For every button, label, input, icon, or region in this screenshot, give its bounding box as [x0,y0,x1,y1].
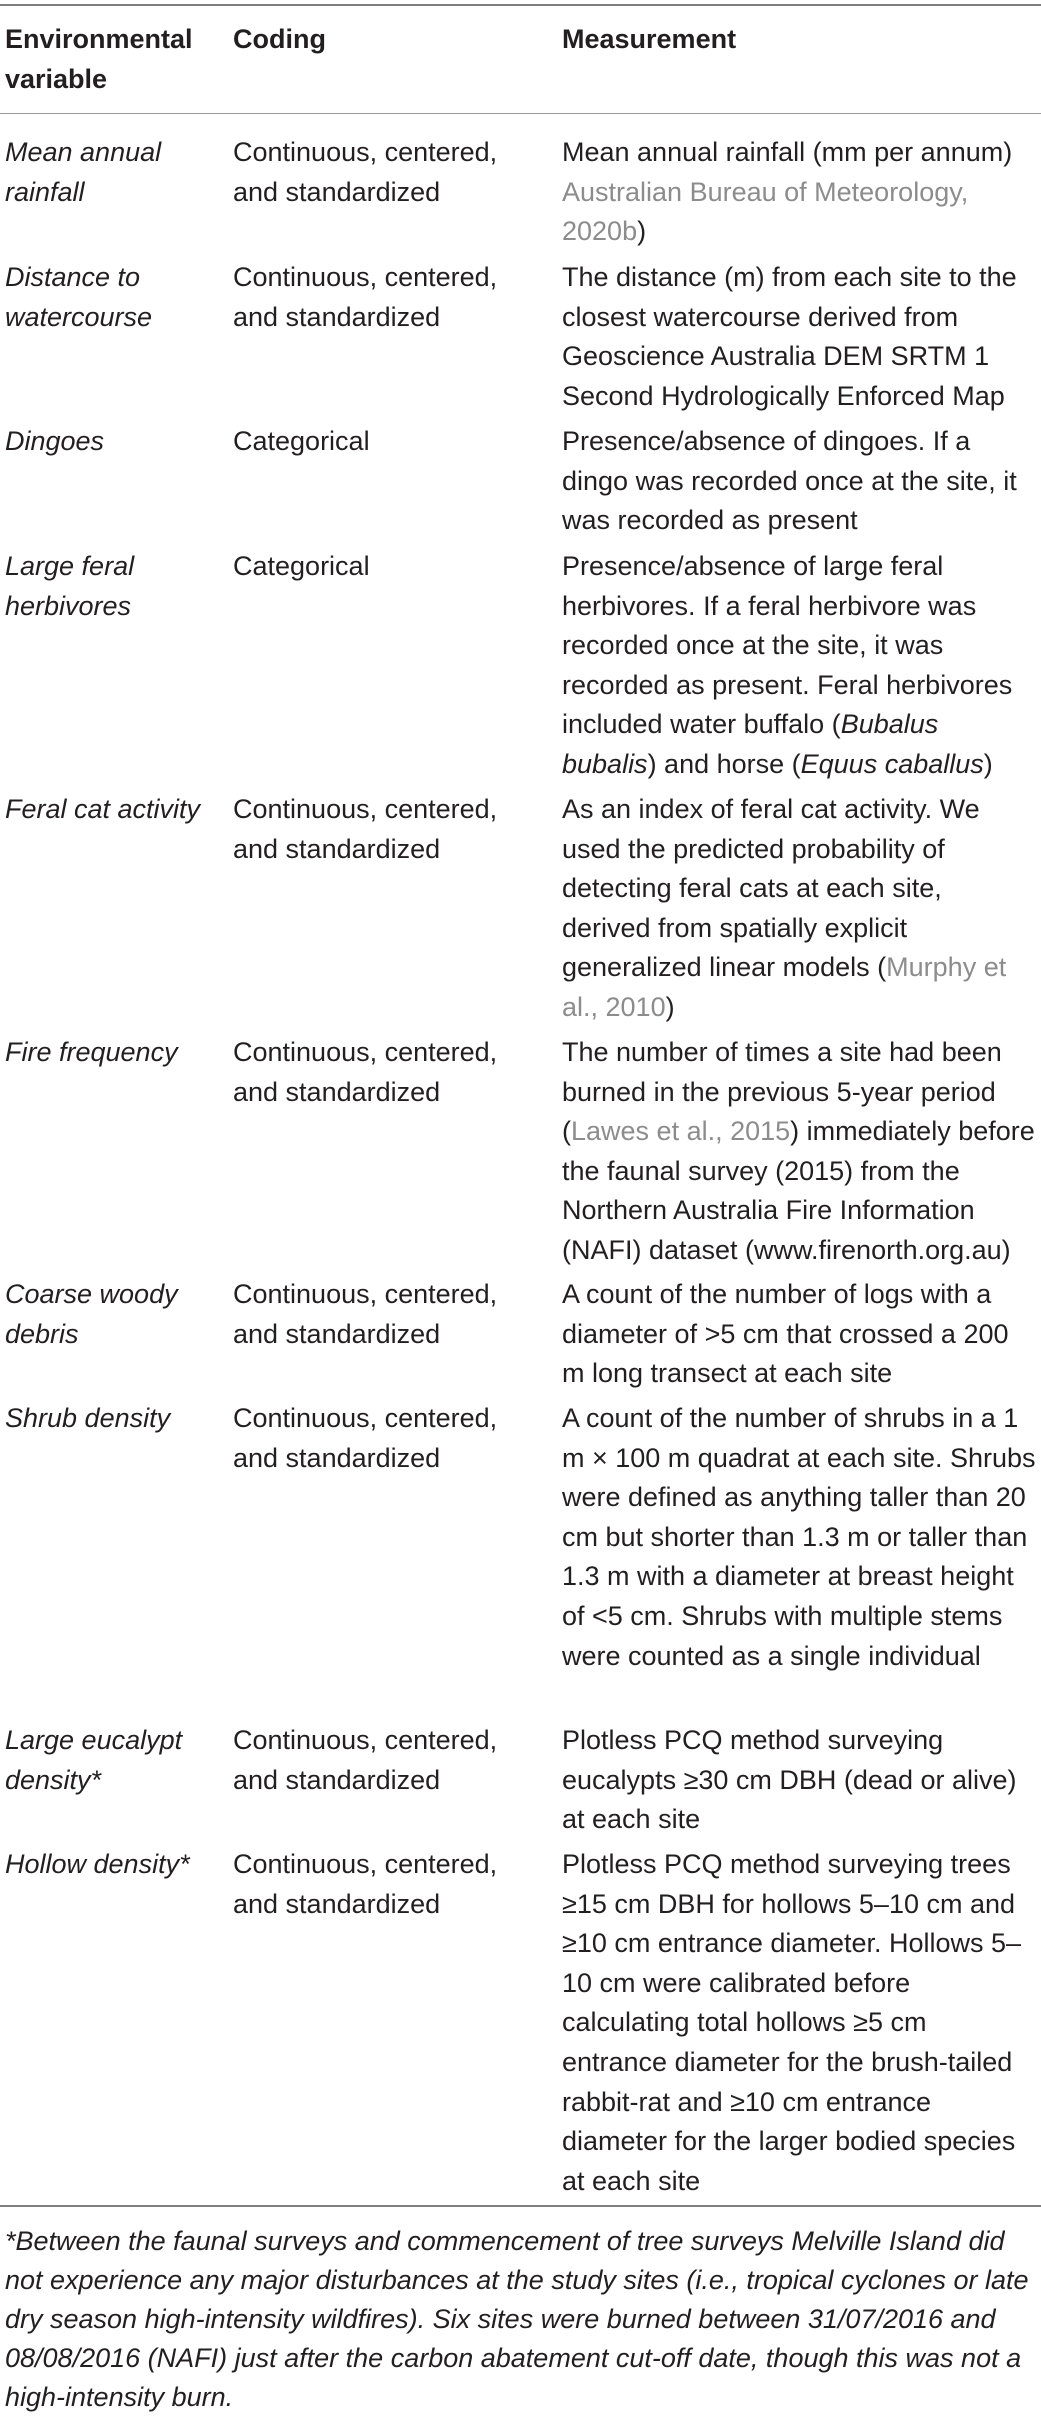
row-measurement-large-eucalypt-density: Plotless PCQ method surveying eucalypts ≥30 cm DBH (dead or alive) at each site [562,1725,1017,1835]
row-variable-distance-to-watercourse: Distance to watercourse [5,262,153,332]
row-coding-fire-frequency: Continuous, centered, and standardized [233,1037,498,1107]
row-measurement-feral-cat-activity: As an index of feral cat activity. We used the predicted probability of detecting feral cats at each site, derived from spatially explicit generalized linear models (Murphy et al., 2010) [562,794,1007,1022]
row-measurement-large-feral-herbivores: Presence/absence of large feral herbivores. If a feral herbivore was recorded once at the site, it was recorded as present. Feral herbivores included water buffalo (Bubalus bubalis) and horse (Equus caballus) [562,551,1013,779]
row-coding-mean-annual-rainfall: Continuous, centered, and standardized [233,137,498,207]
row-variable-large-eucalypt-density: Large eucalypt density* [5,1725,183,1795]
header-coding: Coding [233,24,326,54]
header-environmental-variable: Environmental variable [5,24,193,94]
row-coding-shrub-density: Continuous, centered, and standardized [233,1403,498,1473]
row-variable-feral-cat-activity: Feral cat activity [5,794,201,824]
reference-link[interactable]: Murphy et al., 2010 [562,952,1007,1022]
row-variable-coarse-woody-debris: Coarse woody debris [5,1279,178,1349]
row-coding-large-eucalypt-density: Continuous, centered, and standardized [233,1725,498,1795]
table-bottom-rule [0,2205,1041,2207]
row-coding-large-feral-herbivores: Categorical [233,551,370,581]
reference-link[interactable]: Lawes et al., 2015 [571,1116,791,1147]
header-measurement: Measurement [562,24,737,54]
row-measurement-coarse-woody-debris: A count of the number of logs with a diameter of >5 cm that crossed a 200 m long transect at each site [562,1279,1009,1389]
row-variable-hollow-density: Hollow density* [5,1849,190,1879]
row-coding-distance-to-watercourse: Continuous, centered, and standardized [233,262,498,332]
row-measurement-hollow-density: Plotless PCQ method surveying trees ≥15 cm DBH for hollows 5–10 cm and ≥10 cm entrance diameter. Hollows 5–10 cm were calibrated before calculating total hollows ≥5 cm entrance diameter for the brush-tailed rabbit-rat and ≥10 cm entrance diameter for the larger bodied species at each site [562,1849,1022,2196]
row-measurement-dingoes: Presence/absence of dingoes. If a dingo was recorded once at the site, it was recorded as present [562,426,1017,536]
row-measurement-shrub-density: A count of the number of shrubs in a 1 m × 100 m quadrat at each site. Shrubs were defined as anything taller than 20 cm but shorter than 1.3 m or taller than 1.3 m with a diameter at breast height of <5 cm. Shrubs with multiple stems were counted as a single individual [562,1403,1036,1671]
row-measurement-fire-frequency: The number of times a site had been burned in the previous 5-year period (Lawes et al., 2015) immediately before the faunal survey (2015) from the Northern Australia Fire Information (NAFI) dataset (www.firenorth.org.au) [562,1037,1035,1265]
row-coding-feral-cat-activity: Continuous, centered, and standardized [233,794,498,864]
row-coding-hollow-density: Continuous, centered, and standardized [233,1849,498,1919]
row-variable-dingoes: Dingoes [5,426,105,456]
row-coding-dingoes: Categorical [233,426,370,456]
row-variable-mean-annual-rainfall: Mean annual rainfall [5,137,162,207]
row-variable-large-feral-herbivores: Large feral herbivores [5,551,135,621]
row-measurement-mean-annual-rainfall: Mean annual rainfall (mm per annum) Australian Bureau of Meteorology, 2020b) [562,137,1013,247]
row-variable-fire-frequency: Fire frequency [5,1037,178,1067]
header-rule [0,113,1041,114]
row-variable-shrub-density: Shrub density [5,1403,171,1433]
row-measurement-distance-to-watercourse: The distance (m) from each site to the closest watercourse derived from Geoscience Australia DEM SRTM 1 Second Hydrologically Enforced Map [562,262,1017,411]
row-coding-coarse-woody-debris: Continuous, centered, and standardized [233,1279,498,1349]
table-footnote: *Between the faunal surveys and commencement of tree surveys Melville Island did not experience any major disturbances at the study sites (i.e., tropical cyclones or late dry season high-intensity wildfires). Six sites were burned between 31/07/2016 and 08/08/2016 (NAFI) just after the carbon abatement cut-off date, though this was not a high-intensity burn. [5,2226,1029,2412]
reference-link[interactable]: Australian Bureau of Meteorology, 2020b [562,176,969,247]
table-top-rule [0,4,1041,6]
